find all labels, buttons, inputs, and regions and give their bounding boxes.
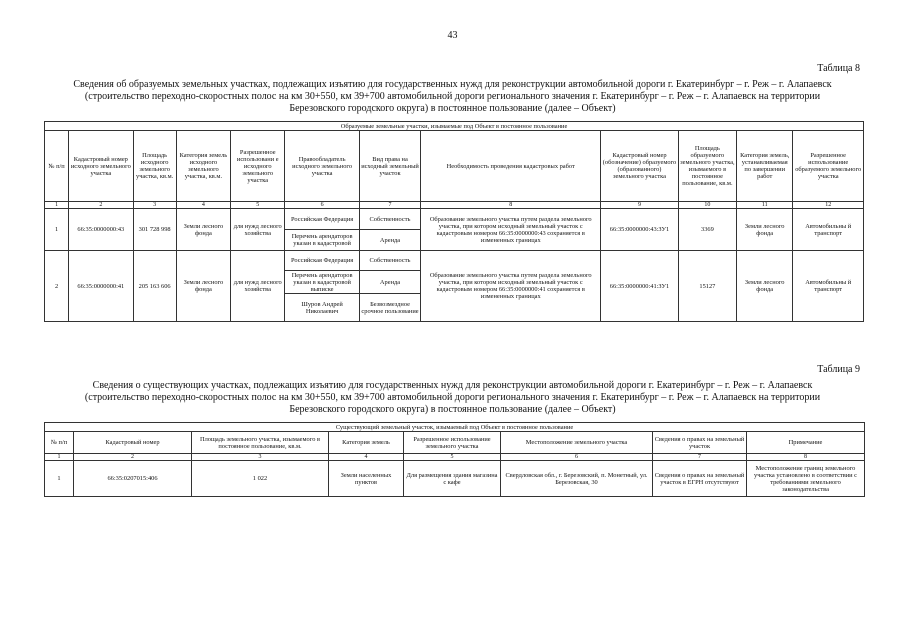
column-number: 4 bbox=[176, 202, 230, 209]
title-line: (строительство переходно-скоростных полос на км 30+550, км 39+700 автомобильной дороги регионального значения г. Екатеринбург – г. Реж – г. Алапаевск на территории bbox=[84, 91, 821, 102]
column-number: 2 bbox=[74, 454, 192, 461]
new-area: 3369 bbox=[678, 209, 736, 251]
header-cell: Необходимость проведения кадастровых работ bbox=[421, 131, 601, 202]
column-number-row bbox=[45, 202, 864, 209]
header-cell: Местоположение земельного участка bbox=[501, 432, 653, 454]
row-number: 2 bbox=[45, 251, 69, 322]
page-number: 43 bbox=[447, 30, 458, 41]
note: Местоположение границ земельного участка установлено в соответствии с требованиями земельного законодательства bbox=[747, 461, 865, 497]
header-cell: Вид права на исходный земельный участок bbox=[359, 131, 420, 202]
new-area: 15127 bbox=[678, 251, 736, 322]
column-number: 5 bbox=[404, 454, 501, 461]
header-cell: Правообладатель исходного земельного участка bbox=[285, 131, 359, 202]
header-cell: Разрешенное использование образуемого земельного участка bbox=[793, 131, 864, 202]
header-cell: Площадь образуемого земельного участка, изымаемого в постоянное пользование, кв.м. bbox=[678, 131, 736, 202]
table-8-title bbox=[40, 79, 865, 115]
right-type: Собственность bbox=[359, 251, 420, 271]
cadastral-works: Образование земельного участка путем раздела земельного участка, при котором исходный земельный участок с кадастровым номером 66:35:0000000:41 сохраняется в измененных границах bbox=[421, 251, 601, 322]
title-line: Сведения об образуемых земельных участках, подлежащих изъятию для государственных нужд для реконструкции автомобильной дороги г. Екатеринбург – г. Реж – г. Алапаевск bbox=[73, 79, 832, 90]
table-row bbox=[45, 251, 864, 271]
group-header: Существующий земельный участок, изымаемый под Объект в постоянное пользование bbox=[45, 423, 865, 432]
header-row bbox=[45, 131, 864, 202]
table-8 bbox=[44, 121, 864, 322]
cadastral-number: 66:35:0000000:43 bbox=[69, 209, 133, 251]
table-9 bbox=[44, 422, 865, 497]
column-number: 3 bbox=[192, 454, 329, 461]
rights-info: Сведения о правах на земельный участок в ЕГРН отсутствуют bbox=[653, 461, 747, 497]
header-cell: Площадь исходного земельного участка, кв.м. bbox=[133, 131, 176, 202]
cadastral-number: 66:35:0207015:406 bbox=[74, 461, 192, 497]
land-category: Земли населенных пунктов bbox=[329, 461, 404, 497]
column-number: 1 bbox=[45, 202, 69, 209]
location: Свердловская обл., г. Березовский, п. Монетный, ул. Березовская, 30 bbox=[501, 461, 653, 497]
table-9-label: Таблица 9 bbox=[817, 364, 860, 375]
header-cell: Кадастровый номер исходного земельного участка bbox=[69, 131, 133, 202]
column-number: 1 bbox=[45, 454, 74, 461]
title-line: Березовского городского округа) в постоянное пользование (далее – Объект) bbox=[289, 103, 616, 114]
right-type: Аренда bbox=[359, 230, 420, 251]
column-number: 3 bbox=[133, 202, 176, 209]
title-line: Березовского городского округа) в постоянное пользование (далее – Объект) bbox=[289, 404, 616, 415]
new-land-category: Земли лесного фонда bbox=[737, 209, 793, 251]
column-number: 12 bbox=[793, 202, 864, 209]
row-number: 1 bbox=[45, 209, 69, 251]
permitted-use: для нужд лесного хозяйства bbox=[231, 251, 285, 322]
right-type: Безвозмездное срочное пользование bbox=[359, 294, 420, 322]
table-8-label: Таблица 8 bbox=[817, 63, 860, 74]
header-cell: Разрешенное использовани е исходного земельного участка bbox=[231, 131, 285, 202]
area: 205 163 606 bbox=[133, 251, 176, 322]
land-category: Земли лесного фонда bbox=[176, 251, 230, 322]
header-cell: Разрешенное использование земельного участка bbox=[404, 432, 501, 454]
column-number: 4 bbox=[329, 454, 404, 461]
title-line: Сведения о существующих участках, подлежащих изъятию для государственных нужд для реконструкции автомобильной дороги г. Екатеринбург – г. Реж – г. Алапаевск bbox=[92, 380, 813, 391]
column-number: 7 bbox=[653, 454, 747, 461]
row-number: 1 bbox=[45, 461, 74, 497]
new-cadastral-number: 66:35:0000000:41:ЗУ1 bbox=[601, 251, 678, 322]
owner: Шуров Андрей Николаевич bbox=[285, 294, 359, 322]
column-number: 8 bbox=[421, 202, 601, 209]
column-number: 6 bbox=[285, 202, 359, 209]
permitted-use: для нужд лесного хозяйства bbox=[231, 209, 285, 251]
new-land-category: Земли лесного фонда bbox=[737, 251, 793, 322]
cadastral-works: Образование земельного участка путем раздела земельного участка, при котором исходный земельный участок с кадастровым номером 66:35:0000000:43 сохраняется в измененных границах bbox=[421, 209, 601, 251]
column-number-row bbox=[45, 454, 865, 461]
table-9-title bbox=[40, 380, 865, 416]
group-header: Образуемые земельные участки, изымаемые под Объект в постоянное пользование bbox=[45, 122, 864, 131]
column-number: 6 bbox=[501, 454, 653, 461]
column-number: 11 bbox=[737, 202, 793, 209]
new-permitted-use: Автомобильны й транспорт bbox=[793, 251, 864, 322]
header-cell: Кадастровый номер (обозначение) образуемого (образованного) земельного участка bbox=[601, 131, 678, 202]
column-number: 2 bbox=[69, 202, 133, 209]
header-cell: Категория земель bbox=[329, 432, 404, 454]
land-category: Земли лесного фонда bbox=[176, 209, 230, 251]
header-row bbox=[45, 432, 865, 454]
table-row bbox=[45, 209, 864, 230]
column-number: 7 bbox=[359, 202, 420, 209]
new-cadastral-number: 66:35:0000000:43:ЗУ1 bbox=[601, 209, 678, 251]
header-cell: Сведения о правах на земельный участок bbox=[653, 432, 747, 454]
column-number: 5 bbox=[231, 202, 285, 209]
header-cell: № п/п bbox=[45, 432, 74, 454]
owner: Перечень арендаторов указан в кадастровой bbox=[285, 230, 359, 251]
owner: Российская Федерация bbox=[285, 209, 359, 230]
right-type: Аренда bbox=[359, 271, 420, 294]
area: 1 022 bbox=[192, 461, 329, 497]
right-type: Собственность bbox=[359, 209, 420, 230]
column-number: 9 bbox=[601, 202, 678, 209]
header-cell: Категория земель исходного земельного участка, кв.м. bbox=[176, 131, 230, 202]
permitted-use: Для размещения здания магазина с кафе bbox=[404, 461, 501, 497]
new-permitted-use: Автомобильны й транспорт bbox=[793, 209, 864, 251]
header-cell: Категория земель, устанавливаемая по завершении работ bbox=[737, 131, 793, 202]
title-line: (строительство переходно-скоростных полос на км 30+550, км 39+700 автомобильной дороги регионального значения г. Екатеринбург – г. Реж – г. Алапаевск на территории bbox=[84, 392, 821, 403]
column-number: 8 bbox=[747, 454, 865, 461]
header-cell: Площадь земельного участка, изымаемого в постоянное пользование, кв.м. bbox=[192, 432, 329, 454]
table-row bbox=[45, 461, 865, 497]
header-cell: Кадастровый номер bbox=[74, 432, 192, 454]
cadastral-number: 66:35:0000000:41 bbox=[69, 251, 133, 322]
header-cell: Примечание bbox=[747, 432, 865, 454]
owner: Перечень арендаторов указан в кадастровой выписке bbox=[285, 271, 359, 294]
column-number: 10 bbox=[678, 202, 736, 209]
owner: Российская Федерация bbox=[285, 251, 359, 271]
area: 301 728 998 bbox=[133, 209, 176, 251]
header-cell: № п/п bbox=[45, 131, 69, 202]
